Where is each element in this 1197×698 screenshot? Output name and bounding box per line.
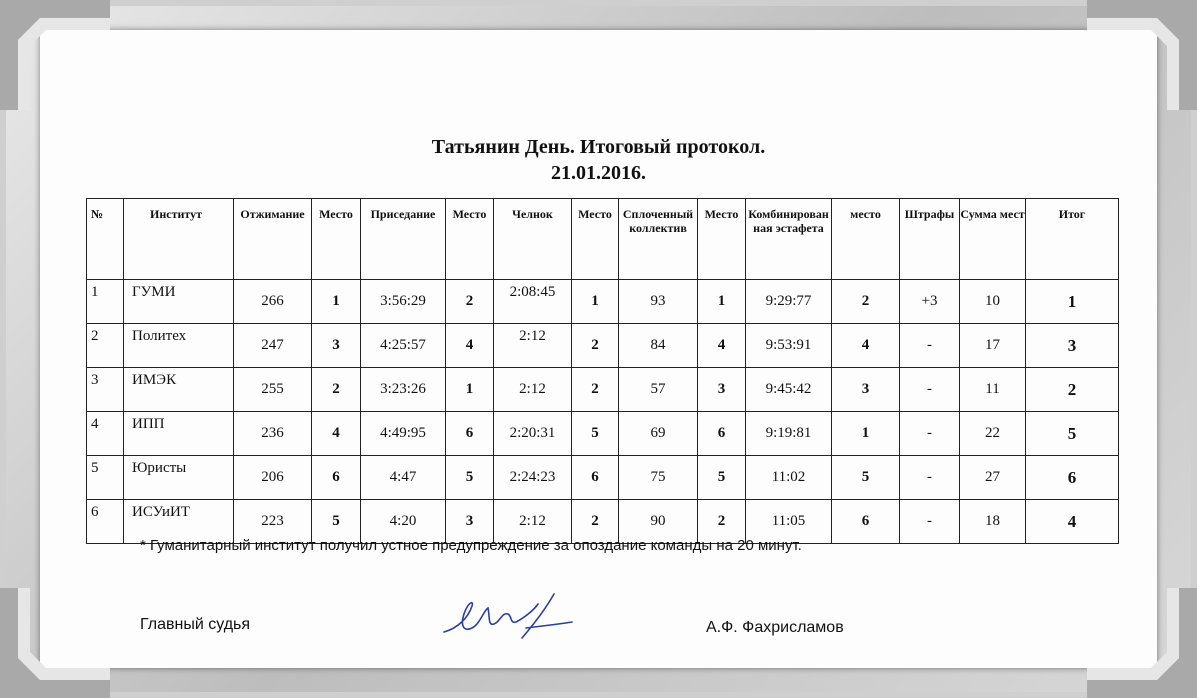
cell-total: 5 xyxy=(1026,412,1119,456)
header-pushups: Отжимание xyxy=(234,199,312,280)
cell-place: 4 xyxy=(698,324,746,368)
cell-total: 6 xyxy=(1026,456,1119,500)
cell-place: 2 xyxy=(572,500,619,544)
cell-place: 1 xyxy=(572,280,619,324)
cell-institute: Политех xyxy=(124,324,234,368)
cell-place: 2 xyxy=(572,324,619,368)
header-squats: Приседание xyxy=(361,199,446,280)
cell-institute: ИПП xyxy=(124,412,234,456)
cell-value: 9:53:91 xyxy=(746,324,832,368)
cell-place: 6 xyxy=(312,456,361,500)
cell-number: 1 xyxy=(87,280,124,324)
cell-number: 5 xyxy=(87,456,124,500)
cell-value: 2:08:45 xyxy=(494,280,572,324)
table-header-row xyxy=(87,199,1119,280)
cell-place: 1 xyxy=(832,412,900,456)
cell-value: 75 xyxy=(619,456,698,500)
cell-value: 4:20 xyxy=(361,500,446,544)
cell-value: 9:19:81 xyxy=(746,412,832,456)
cell-place: 6 xyxy=(832,500,900,544)
cell-place: 6 xyxy=(698,412,746,456)
cell-sum: 18 xyxy=(960,500,1026,544)
cell-value: 2:12 xyxy=(494,500,572,544)
cell-value: 93 xyxy=(619,280,698,324)
cell-sum: 11 xyxy=(960,368,1026,412)
cell-value: 57 xyxy=(619,368,698,412)
cell-value: 11:02 xyxy=(746,456,832,500)
cell-value: 3:23:26 xyxy=(361,368,446,412)
table-row xyxy=(87,412,1119,456)
document-title: Татьянин День. Итоговый протокол. xyxy=(431,136,766,158)
header-relay: Комбинированная эстафета xyxy=(746,199,832,280)
cell-place: 2 xyxy=(832,280,900,324)
footnote: * Гуманитарный институт получил устное предупреждение за опоздание команды на 20 минут. xyxy=(140,537,802,554)
cell-value: 4:47 xyxy=(361,456,446,500)
cell-place: 1 xyxy=(698,280,746,324)
header-place: Место xyxy=(572,199,619,280)
cell-value: 206 xyxy=(234,456,312,500)
cell-penalty: - xyxy=(900,456,960,500)
cell-value: 4:49:95 xyxy=(361,412,446,456)
cell-penalty: - xyxy=(900,500,960,544)
cell-total: 4 xyxy=(1026,500,1119,544)
cell-place: 4 xyxy=(312,412,361,456)
header-total: Итог xyxy=(1026,199,1119,280)
cell-sum: 17 xyxy=(960,324,1026,368)
cell-value: 9:45:42 xyxy=(746,368,832,412)
header-institute: Институт xyxy=(124,199,234,280)
cell-place: 1 xyxy=(312,280,361,324)
cell-value: 2:20:31 xyxy=(494,412,572,456)
cell-number: 6 xyxy=(87,500,124,544)
judge-name: А.Ф. Фахрисламов xyxy=(706,619,844,636)
cell-penalty: - xyxy=(900,412,960,456)
table-row xyxy=(87,456,1119,500)
cell-value: 3:56:29 xyxy=(361,280,446,324)
table-row xyxy=(87,324,1119,368)
cell-value: 223 xyxy=(234,500,312,544)
cell-institute: ИМЭК xyxy=(124,368,234,412)
cell-number: 4 xyxy=(87,412,124,456)
signature xyxy=(438,588,578,650)
cell-value: 90 xyxy=(619,500,698,544)
cell-place: 3 xyxy=(446,500,494,544)
cell-institute: Юристы xyxy=(124,456,234,500)
cell-total: 2 xyxy=(1026,368,1119,412)
header-place: Место xyxy=(312,199,361,280)
cell-place: 3 xyxy=(312,324,361,368)
frame-corner-top-right xyxy=(1087,0,1197,110)
cell-total: 3 xyxy=(1026,324,1119,368)
cell-total: 1 xyxy=(1026,280,1119,324)
cell-place: 4 xyxy=(446,324,494,368)
cell-sum: 22 xyxy=(960,412,1026,456)
cell-value: 236 xyxy=(234,412,312,456)
document-date: 21.01.2016. xyxy=(551,162,646,184)
cell-value: 11:05 xyxy=(746,500,832,544)
cell-place: 6 xyxy=(572,456,619,500)
cell-value: 9:29:77 xyxy=(746,280,832,324)
header-number: № xyxy=(87,199,124,280)
cell-value: 2:12 xyxy=(494,324,572,368)
judge-label: Главный судья xyxy=(140,616,251,633)
frame-corner-bottom-right xyxy=(1087,588,1197,698)
cell-number: 2 xyxy=(87,324,124,368)
header-sum: Сумма мест xyxy=(960,199,1026,280)
cell-sum: 10 xyxy=(960,280,1026,324)
cell-penalty: - xyxy=(900,368,960,412)
cell-value: 69 xyxy=(619,412,698,456)
cell-place: 2 xyxy=(572,368,619,412)
cell-value: 84 xyxy=(619,324,698,368)
header-place: Место xyxy=(698,199,746,280)
cell-sum: 27 xyxy=(960,456,1026,500)
cell-institute: ГУМИ xyxy=(124,280,234,324)
cell-place: 2 xyxy=(446,280,494,324)
cell-value: 247 xyxy=(234,324,312,368)
header-penalties: Штрафы xyxy=(900,199,960,280)
cell-place: 5 xyxy=(572,412,619,456)
cell-place: 5 xyxy=(832,456,900,500)
cell-penalty: +3 xyxy=(900,280,960,324)
results-table xyxy=(86,198,1119,544)
cell-place: 3 xyxy=(832,368,900,412)
table-row xyxy=(87,368,1119,412)
header-place: место xyxy=(832,199,900,280)
cell-value: 266 xyxy=(234,280,312,324)
header-team: Сплоченный коллектив xyxy=(619,199,698,280)
cell-place: 6 xyxy=(446,412,494,456)
cell-value: 4:25:57 xyxy=(361,324,446,368)
frame-corner-bottom-left xyxy=(0,588,110,698)
cell-place: 4 xyxy=(832,324,900,368)
table-row xyxy=(87,280,1119,324)
header-place: Место xyxy=(446,199,494,280)
cell-place: 5 xyxy=(446,456,494,500)
cell-value: 255 xyxy=(234,368,312,412)
frame-corner-top-left xyxy=(0,0,110,110)
cell-place: 2 xyxy=(698,500,746,544)
cell-penalty: - xyxy=(900,324,960,368)
cell-place: 3 xyxy=(698,368,746,412)
cell-value: 2:24:23 xyxy=(494,456,572,500)
cell-value: 2:12 xyxy=(494,368,572,412)
header-shuttle: Челнок xyxy=(494,199,572,280)
cell-place: 5 xyxy=(698,456,746,500)
cell-place: 5 xyxy=(312,500,361,544)
cell-number: 3 xyxy=(87,368,124,412)
cell-place: 2 xyxy=(312,368,361,412)
cell-institute: ИСУиИТ xyxy=(124,500,234,544)
cell-place: 1 xyxy=(446,368,494,412)
